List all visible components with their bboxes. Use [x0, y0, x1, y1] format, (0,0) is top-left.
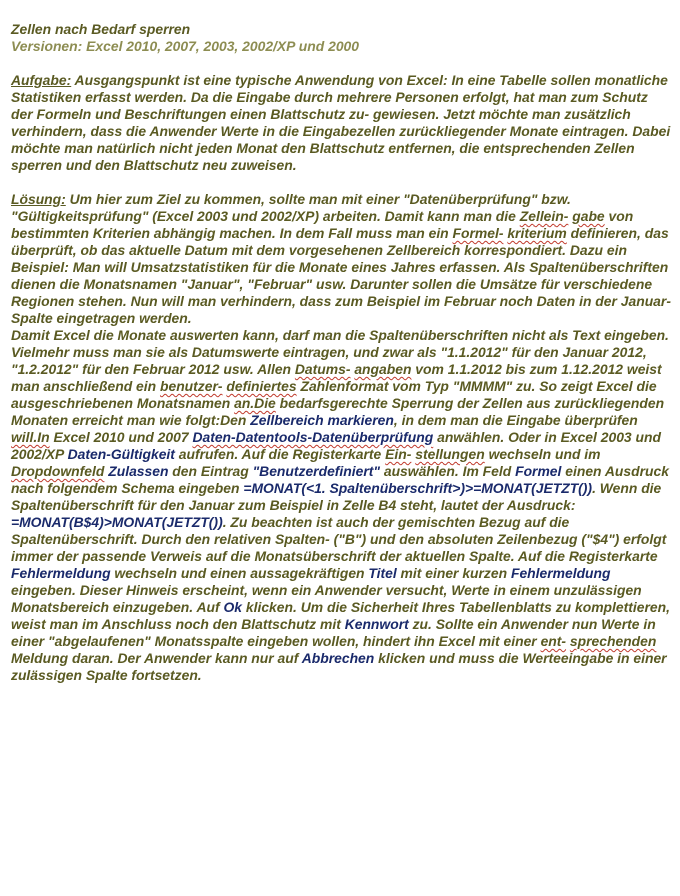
ui-term: Ok — [223, 599, 243, 615]
ui-term: Abbrechen — [301, 650, 375, 666]
text-run: eingeben. Dieser Hinweis erscheint, wenn ein Anwender versucht, Werte in einem unzulässigen Monatsbereich einzugeben. Auf — [11, 582, 642, 615]
text-run: den Eintrag — [168, 463, 253, 479]
spellcheck-word: ent- — [540, 633, 567, 649]
ui-term: Daten-Datentools-Datenüberprüfung — [192, 429, 434, 445]
spellcheck-word: definiertes — [226, 378, 297, 394]
document-body — [11, 21, 671, 684]
ui-term: Zellbereich markieren — [250, 412, 394, 428]
spellcheck-word: Ein- — [385, 446, 412, 462]
ui-term: Daten-Gültigkeit — [67, 446, 175, 462]
text-run: , in dem man die Eingabe überprüfen — [393, 412, 638, 428]
spellcheck-word: Zellein- — [519, 208, 569, 224]
spellcheck-word: Formel- — [452, 225, 504, 241]
task-label: Aufgabe: — [11, 72, 72, 88]
text-run: aufrufen. Auf die Registerkarte — [174, 446, 386, 462]
text-run: wechseln und im — [484, 446, 601, 462]
text-run: von bestimmten Kriterien abhängig machen. In dem Fall muss man ein — [11, 208, 634, 241]
spellcheck-word: Datums- — [294, 361, 351, 377]
spacer — [11, 174, 671, 191]
spellcheck-word: an.Die — [234, 395, 276, 411]
text-run: . Wenn die Spaltenüberschrift für den Januar zum Beispiel in Zelle B4 steht, lautet der Ausdruck: — [11, 480, 662, 513]
text-run: bedarfsgerechte Sperrung der Zellen aus zurückliegenden Monaten erreicht man wie folgt:Den — [11, 395, 665, 428]
document-title: Zellen nach Bedarf sperren — [11, 21, 191, 37]
text-run: vom 1.1.2012 bis zum 1.12.2012 weist man anschließend ein — [11, 361, 662, 394]
text-run: klicken. Um die Sicherheit Ihres Tabellenblatts zu komplettieren, weist man im Anschluss noch den Blattschutz mit — [11, 599, 670, 632]
ui-term: Titel — [368, 565, 397, 581]
text-run: definieren, das überprüft, ob das aktuelle Datum mit dem vorgesehenen Zellbereich korrespondiert. Dazu ein Beispiel: Man will Umsatzstatistiken für die Monate eines Jahres erfassen. Als Spaltenüberschriften dienen die Monatsnamen "Januar", "Februar" usw. Darunter sollen die Umsätze für verschiedene Regionen stehen. Nun will man verhindern, dass zum Beispiel im Februar noch Daten in der Januar-Spalte eingetragen werden. Damit Excel die Monate auswerten kann, darf man die Spaltenüberschriften nicht als Text eingeben. Vielmehr muss man sie als Datumswerte eintragen, und zwar als "1.1.2012" für den Januar 2012, "1.2.2012" für den Februar 2012 usw. Allen — [11, 225, 671, 377]
ui-term: "Benutzerdefiniert" — [252, 463, 380, 479]
text-run: auswählen. Im Feld — [379, 463, 516, 479]
spellcheck-word: kriterium — [507, 225, 567, 241]
text-run: wechseln und einen aussagekräftigen — [110, 565, 369, 581]
text-run: klicken und muss die Werteeingabe in einer zulässigen Spalte fortsetzen. — [11, 650, 667, 683]
formula: =MONAT(<1. Spaltenüberschrift>)>=MONAT(JETZT()) — [243, 480, 593, 496]
task-text: Ausgangspunkt ist eine typische Anwendung von Excel: In eine Tabelle sollen monatliche Statistiken erfasst werden. Da die Eingabe durch mehrere Personen erfolgt, hat man zum Schutz der Formeln und Beschriftungen einen Blattschutz zu- gewiesen. Jetzt möchte man zusätzlich verhindern, dass die Anwender Werte in die Eingabezellen zurückliegender Monate eintragen. Dabei möchte man natürlich nicht jeden Monat den Blattschutz entfernen, die entsprechenden Zellen sperren und den Blattschutz neu zuweisen. — [11, 72, 671, 173]
spellcheck-word: Dropdownfeld — [11, 463, 105, 479]
text-run: einen Ausdruck nach folgendem Schema eingeben — [11, 463, 669, 496]
spellcheck-word: benutzer- — [159, 378, 223, 394]
text-run: zu. Sollte ein Anwender nun Werte in einer "abgelaufenen" Monatsspalte eingeben wollen, hindert ihn Excel mit einer — [11, 616, 656, 649]
ui-term: Fehlermeldung — [11, 565, 111, 581]
ui-term: Zulassen — [108, 463, 169, 479]
ui-term: Fehlermeldung — [510, 565, 611, 581]
solution-paragraph — [11, 191, 671, 684]
text-run: anwählen. Oder in Excel 2003 und 2002/XP — [11, 429, 661, 462]
formula: =MONAT(B$4)>MONAT(JETZT()) — [11, 514, 223, 530]
spellcheck-word: angaben — [354, 361, 412, 377]
text-run: Um hier zum Ziel zu kommen, sollte man mit einer "Datenüberprüfung" bzw. "Gültigkeitsprüfung" (Excel 2003 und 2002/XP) arbeiten. Damit kann man die — [11, 191, 571, 224]
spacer — [11, 55, 671, 72]
text-run: . Zu beachten ist auch der gemischten Bezug auf die Spaltenüberschrift. Durch den relativen Spalten- ("B") und den absoluten Zeilenbezug ("$4") erfolgt immer der passende Verweis auf die Monatsüberschrift der aktuellen Spalte. Auf die Registerkarte — [11, 514, 667, 564]
text-run: Zahlenformat vom Typ "MMMM" zu. So zeigt Excel die ausgeschriebenen Monatsnamen — [11, 378, 657, 411]
ui-term: Formel — [515, 463, 562, 479]
ui-term: Kennwort — [344, 616, 409, 632]
text-run: Meldung daran. Der Anwender kann nur auf — [11, 650, 302, 666]
spellcheck-word: sprechenden — [569, 633, 657, 649]
text-run: Excel 2010 und 2007 — [49, 429, 193, 445]
spellcheck-word: will.In — [11, 429, 50, 445]
solution-label: Lösung: — [11, 191, 66, 207]
task-paragraph — [11, 72, 671, 174]
spellcheck-word: stellungen — [415, 446, 485, 462]
text-run: mit einer kurzen — [396, 565, 511, 581]
spellcheck-word: gabe — [572, 208, 605, 224]
versions-line: Versionen: Excel 2010, 2007, 2003, 2002/XP und 2000 — [11, 38, 359, 54]
